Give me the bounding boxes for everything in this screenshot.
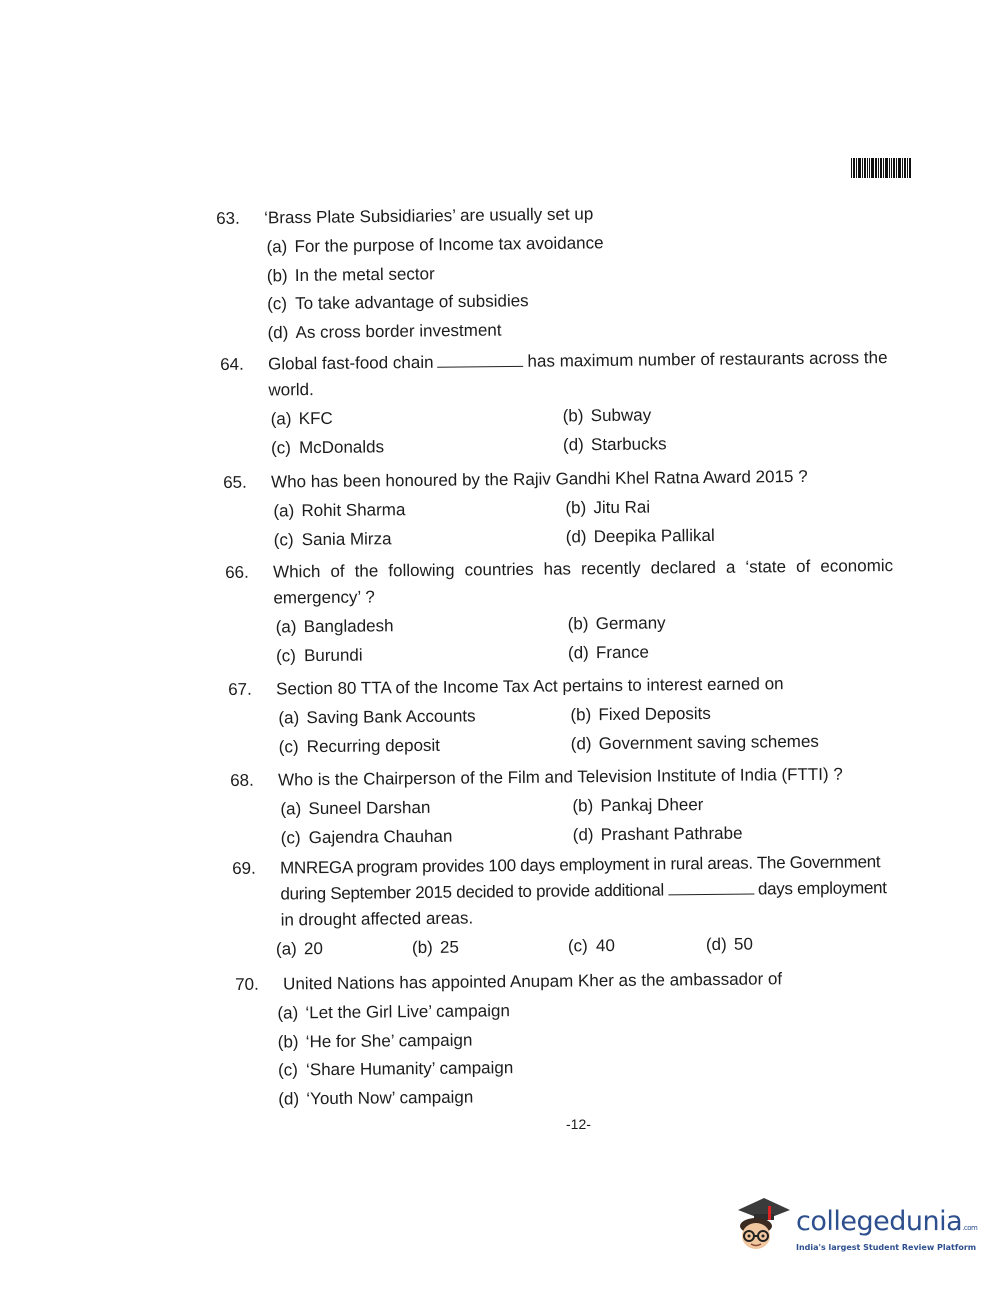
question-63 [216, 197, 918, 348]
option-c: (c) To take advantage of subsidies [267, 291, 529, 314]
option-b: (b) Pankaj Dheer [572, 795, 704, 816]
option-b: (b) Subway [562, 405, 652, 426]
question-text-line2: during September 2015 decided to provide additional days employment [280, 878, 887, 904]
option-d: (d) 50 [705, 934, 753, 955]
option-c: (c) McDonalds [270, 436, 385, 457]
option-a: (a) Rohit Sharma [273, 500, 406, 521]
question-text-continued: emergency’ ? [273, 587, 375, 608]
question-text: United Nations has appointed Anupam Kher as the ambassador of [283, 969, 783, 994]
logo-wordmark: collegedunia.com [796, 1206, 978, 1237]
logo-tagline: India's largest Student Review Platform [796, 1243, 977, 1252]
option-c: (c) Recurring deposit [278, 735, 441, 756]
question-number: 68. [230, 770, 254, 790]
question-number: 70. [235, 974, 259, 994]
question-text: Section 80 TTA of the Income Tax Act pertains to interest earned on [276, 674, 784, 699]
question-number: 66. [225, 562, 249, 582]
question-text: Which of the following countries has recently declared a ‘state of economic [273, 556, 894, 582]
option-a: (a) KFC [270, 408, 333, 429]
option-d: (d) Deepika Pallikal [565, 525, 715, 546]
option-b: (b) ‘He for She’ campaign [277, 1030, 473, 1052]
option-d: (d) Government saving schemes [570, 731, 819, 753]
option-d: (d) Prashant Pathrabe [572, 823, 743, 844]
mascot-icon [734, 1196, 796, 1260]
option-d: (d) As cross border investment [267, 320, 502, 342]
question-number: 64. [220, 354, 244, 374]
question-number: 67. [228, 679, 252, 699]
question-text: Who is the Chairperson of the Film and Television Institute of India (FTTI) ? [278, 764, 843, 790]
answer-blank [668, 882, 754, 896]
option-b: (b) 25 [411, 937, 459, 958]
option-a: (a) For the purpose of Income tax avoidance [266, 233, 604, 257]
question-text: ‘Brass Plate Subsidiaries’ are usually set up [264, 204, 594, 228]
option-c: (c) Gajendra Chauhan [280, 826, 453, 847]
question-text: MNREGA program provides 100 days employment in rural areas. The Government [280, 852, 881, 878]
option-b: (b) Jitu Rai [565, 497, 651, 518]
question-69 [232, 849, 897, 964]
question-text-continued: in drought affected areas. [280, 908, 474, 930]
question-70 [235, 965, 936, 1114]
page-number: -12- [566, 1116, 591, 1132]
option-c: (c) Burundi [275, 645, 363, 665]
question-text: Who has been honoured by the Rajiv Gandhi Khel Ratna Award 2015 ? [271, 466, 808, 492]
option-b: (b) Fixed Deposits [570, 703, 711, 725]
answer-blank [437, 354, 523, 368]
question-65 [223, 463, 894, 555]
collegedunia-logo[interactable] [734, 1196, 978, 1260]
option-d: (d) France [567, 642, 650, 662]
option-d: (d) ‘Youth Now’ campaign [278, 1087, 474, 1109]
question-text-continued: world. [268, 380, 314, 400]
question-67 [228, 670, 899, 762]
option-a: (a) Saving Bank Accounts [278, 706, 476, 728]
option-c: (c) ‘Share Humanity’ campaign [277, 1058, 514, 1080]
option-a: (a) 20 [275, 939, 323, 959]
question-66 [225, 553, 894, 671]
question-text: Global fast-food chain has maximum number of restaurants across the [268, 348, 888, 374]
option-a: (a) Suneel Darshan [280, 797, 431, 819]
option-b: (b) Germany [567, 613, 666, 634]
option-d: (d) Starbucks [562, 433, 667, 454]
option-c: (c) Sania Mirza [273, 528, 392, 549]
option-a: (a) Bangladesh [275, 616, 394, 637]
option-c: (c) 40 [567, 935, 615, 956]
option-b: (b) In the metal sector [266, 263, 435, 285]
question-number: 63. [216, 208, 240, 228]
question-number: 69. [232, 858, 256, 878]
barcode [851, 158, 913, 178]
question-64 [220, 345, 891, 463]
option-a: (a) ‘Let the Girl Live’ campaign [277, 1001, 510, 1023]
question-68 [230, 761, 901, 853]
question-number: 65. [223, 472, 247, 492]
